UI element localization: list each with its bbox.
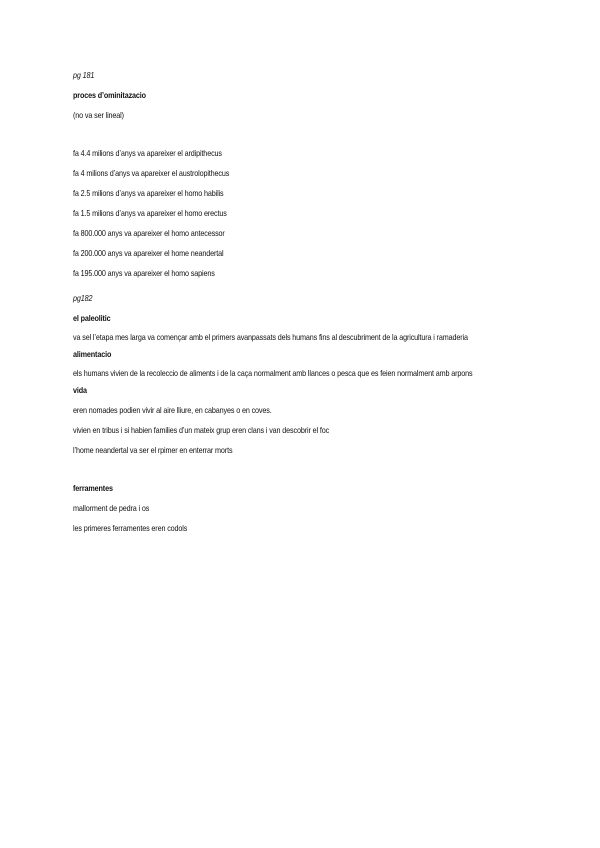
note-not-linear: (no va ser lineal) [73, 110, 124, 120]
page-reference-182: pg182 [73, 293, 93, 303]
heading-omnitzacio: proces d’ominitazacio [73, 90, 146, 100]
timeline-item: fa 200.000 anys va apareixer el home neandertal [73, 248, 224, 258]
heading-ferramentes: ferramentes [73, 483, 113, 493]
heading-paleolitic: el paleolitic [73, 313, 111, 323]
timeline-item: fa 2.5 milions d’anys va apareixer el homo habilis [73, 188, 224, 198]
vida-line: eren nomades podien vivir al aire lliure, en cabanyes o en coves. [73, 405, 272, 415]
document-page [73, 70, 533, 533]
ferramentes-line: les primeres ferramentes eren codols [73, 523, 188, 533]
timeline-list [73, 148, 533, 278]
heading-alimentacio: alimentacio [73, 349, 112, 359]
alimentacio-paragraph: els humans vivien de la recoleccio de aliments i de la caça normalment amb llances o pesca que es feien normalment amb arpons [73, 368, 473, 378]
timeline-item: fa 1.5 milions d’anys va apareixer el homo erectus [73, 208, 227, 218]
ferramentes-line: mallorment de pedra i os [73, 503, 150, 513]
timeline-item: fa 195.000 anys va apareixer el homo sapiens [73, 268, 215, 278]
vida-line: vivien en tribus i si habien families d’un mateix grup eren clans i van descobrir el foc [73, 425, 330, 435]
heading-vida: vida [73, 385, 87, 395]
timeline-item: fa 4.4 milions d’anys va apareixer el ardipithecus [73, 148, 222, 158]
timeline-item: fa 4 milions d’anys va apareixer el austrolopithecus [73, 168, 230, 178]
page-reference-181: pg 181 [73, 70, 95, 80]
paleolitic-paragraph: va sel l’etapa mes larga va començar amb el primers avanpassats dels humans fins al descubriment de la agricultura i ramaderia [73, 332, 468, 342]
timeline-item: fa 800.000 anys va apareixer el homo antecessor [73, 228, 225, 238]
vida-line: l’home neandertal va ser el rpimer en enterrar morts [73, 445, 233, 455]
